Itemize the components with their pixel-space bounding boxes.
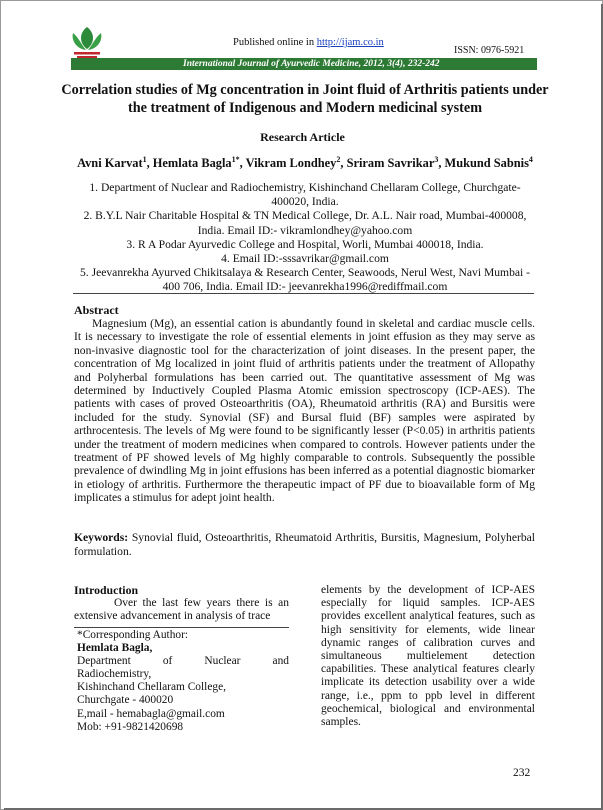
article-type: Research Article [260, 130, 345, 144]
affiliation-item: 1. Department of Nuclear and Radiochemistry, Kishinchand Chellaram College, Churchgate- 400020, India. [89, 181, 521, 209]
introduction-body: Over the last few years there is an extensive advancement in analysis of trace [74, 597, 289, 622]
corresponding-name: Hemlata Bagla, [77, 642, 153, 655]
journal-url-link[interactable]: http://ijam.co.in [316, 37, 384, 48]
abstract-heading: Abstract [74, 303, 119, 317]
footnote-divider [74, 627, 289, 628]
abstract-body: Magnesium (Mg), an essential cation is abundantly found in skeletal and cardiac muscle cells. It is necessary to investigate the role of essential elements in joint effusion as they may serve as non-invasive diagnostic tool for the characterization of joint diseases. In the present paper, the concentration of Mg localized in joint fluid of arthritis patients under the treatment of Allopathy and Polyherbal formulations has been carried out. The quantitative assessment of Mg was determined by Inductively Coupled Plasma Atomic emission spectroscopy (ICP-AES). The patients with cases of proved Osteoarthritis (OA), Rheumatoid arthritis (RA) and Bursitis were included for the study. Synovial (SF) and Bursal fluid (BF) samples were aspirated by arthrocentesis. The levels of Mg were found to be significantly lesser (P<0.05) in arthritis patients under the treatment of modern medicines when compared to controls. However patients under the treatment of PF showed levels of Mg highly comparable to controls. Subsequently the possible prevalence of dwindling Mg in joint effusions has been inferred as a potential diagnostic biomarker in etiology of arthritis. Furthermore the therapeutic impact of PF due to bioavailable form of Mg implicates a stimulus for adept joint health. [74, 317, 535, 505]
author-name: Hemlata Bagla [152, 156, 232, 171]
affiliation-item: 2. B.Y.L Nair Charitable Hospital & TN Medical College, Dr. A.L. Nair road, Mumbai-400008, India. Email ID:- vikramlondhey@yahoo.com [83, 209, 527, 237]
corresponding-email: E,mail - hemabagla@gmail.com [77, 707, 225, 720]
corresponding-line: Kishinchand Chellaram College, [77, 681, 226, 694]
author-name: Avni Karvat [77, 156, 143, 171]
divider [73, 293, 534, 294]
author-affil-mark: 4 [528, 155, 533, 164]
author-affil-mark: 2 [336, 155, 341, 164]
corresponding-phone: Mob: +91-9821420698 [77, 720, 184, 733]
corresponding-line: Churchgate - 400020 [77, 694, 174, 707]
page-number: 232 [513, 767, 531, 779]
keywords-label: Keywords: [74, 531, 129, 544]
author-name: Vikram Londhey [245, 156, 337, 171]
keywords [74, 531, 535, 559]
introduction-column-2: elements by the development of ICP-AES especially for liquid samples. ICP-AES provides excellent analytical features, such as high sensitivity for elements, wide linear dynamic ranges of calibration curves and simultaneous multielement detection capabilities. These analytical features clearly implicate its detection usability over a wide range, i.e., ppm to ppb level in different geochemical, biological and environmental samples. [321, 584, 535, 729]
corresponding-label: *Corresponding Author: [77, 629, 189, 641]
keywords-text: Synovial fluid, Osteoarthritis, Rheumatoid Arthritis, Bursitis, Magnesium, Polyherbal formulation. [74, 531, 535, 558]
published-online [233, 37, 384, 48]
affiliation-item: 3. R A Podar Ayurvedic College and Hospital, Worli, Mumbai 400018, India. [126, 237, 484, 251]
issn: ISSN: 0976-5921 [454, 45, 525, 56]
journal-logo-icon [67, 23, 107, 61]
journal-banner [71, 58, 537, 70]
affiliation-item: 5. Jeevanrekha Ayurved Chikitsalaya & Research Center, Seawoods, Nerul West, Navi Mumbai - 400 706, India. Email ID:- jeevanrekha1996@rediffmail.com [79, 266, 530, 294]
affiliation-item: 4. Email ID:-sssavrikar@gmail.com [221, 252, 389, 266]
corresponding-dept: Department of Nuclear and [77, 655, 289, 668]
author-name: Mukund Sabnis [444, 156, 529, 171]
author-affil-mark: 3 [434, 155, 439, 164]
published-prefix: Published online in [233, 37, 317, 48]
journal-citation: International Journal of Ayurvedic Medicine, 2012, 3(4), 232-242 [183, 59, 440, 69]
corresponding-author-block [77, 629, 289, 734]
author-affil-mark: 1* [231, 155, 240, 164]
corresponding-line: Radiochemistry, [77, 668, 152, 681]
affiliation-list [75, 181, 535, 295]
paper-title: Correlation studies of Mg concentration in Joint fluid of Arthritis patients under the treatment of Indigenous and Modern medicinal system [61, 82, 549, 116]
author-affil-mark: 1 [142, 155, 147, 164]
introduction-heading: Introduction [74, 583, 139, 597]
author-list: Avni Karvat$^1$, Hemlata Bagla$^{1*}$, Vikram Londhey$^2$, Sriram Savrikar$^3$, Mukund Sabnis$^4$ [77, 155, 533, 171]
author-name: Sriram Savrikar [346, 156, 435, 171]
